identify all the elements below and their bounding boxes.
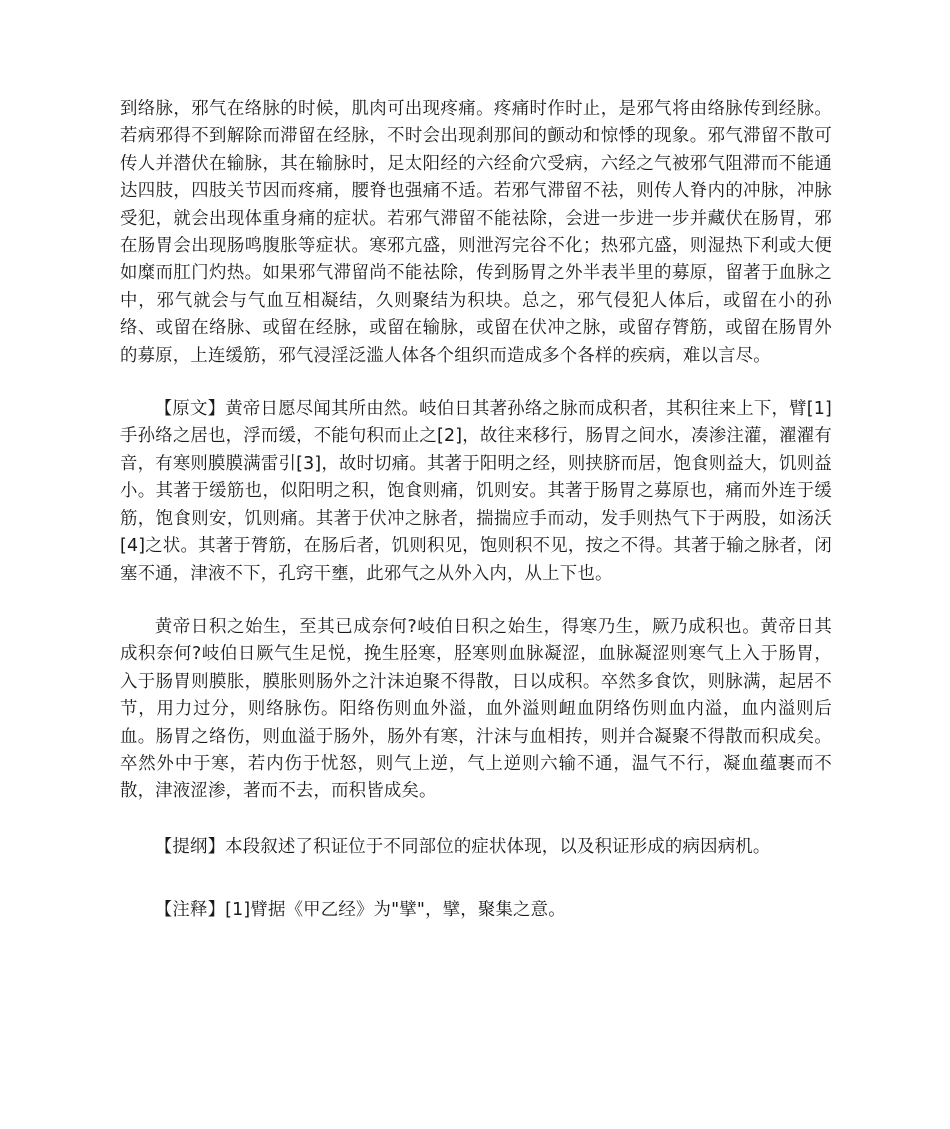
paragraph-annotation: 【注释】[1]臂据《甲乙经》为"擘"，擘，聚集之意。 [154, 900, 566, 921]
paragraph-continuation: 到络脉，邪气在络脉的时候，肌肉可出现疼痛。疼痛时作时止，是邪气将由络脉传到经脉。若病邪得不到解除而滞留在经脉，不时会出现刹那间的颤动和惊悸的现象。邪气滞留不散可传人并潜伏在输脉，其在输脉时，足太阳经的六经俞穴受病，六经之气被邪气阻滞而不能通达四肢，四肢关节因而疼痛，腰脊也强痛不适。若邪气滞留不祛，则传人脊内的冲脉，冲脉受犯，就会出现体重身痛的症状。若邪气滞留不能祛除，会进一步进一步并藏伏在肠胃，邪在肠胃会出现肠鸣腹胀等症状。寒邪亢盛，则泄泻完谷不化；热邪亢盛，则湿热下利或大便如糜而肛门灼热。如果邪气滞留尚不能祛除，传到肠胃之外半表半里的募原，留著于血脉之中，邪气就会与气血互相凝结，久则聚结为积块。总之，邪气侵犯人体后，或留在小的孙络、或留在络脉、或留在经脉，或留在输脉，或留在伏冲之脉，或留存膂筋，或留在肠胃外的募原，上连缓筋，邪气浸淫泛滥人体各个组织而造成多个各样的疾病，难以言尽。 [120, 99, 832, 366]
document-page [120, 96, 832, 925]
paragraph-dialogue: 黄帝日积之始生，至其已成奈何?岐伯日积之始生，得寒乃生，厥乃成积也。黄帝日其成积奈何?岐伯日厥气生足悦，挽生胫寒，胫寒则血脉凝涩，血脉凝涩则寒气上入于肠胃，入于肠胃则膜胀，膜胀则肠外之汁沫迫聚不得散，日以成积。卒然多食饮，则脉满，起居不节，用力过分，则络脉伤。阳络伤则血外溢，血外溢则衄血阴络伤则血内溢，血内溢则后血。肠胃之络伤，则血溢于肠外，肠外有寒，汁沫与血相抟，则并合凝聚不得散而积成矣。卒然外中于寒，若内伤于忧怒，则气上逆，气上逆则六输不通，温气不行，凝血蕴裹而不散，津液涩渗，著而不去，而积皆成矣。 [120, 616, 832, 802]
paragraph-outline: 【提纲】本段叙述了积证位于不同部位的症状体现，以及积证形成的病因病机。 [154, 836, 771, 857]
paragraph-original-text: 【原文】黄帝日愿尽闻其所由然。岐伯日其著孙络之脉而成积者，其积往来上下，臂[1]手孙络之居也，浮而缓，不能句积而止之[2]，故往来移行，肠胃之间水，凑渗注灌，濯濯有音，有寒则膜膜满雷引[3]，故时切痛。其著于阳明之经，则挟脐而居，饱食则益大，饥则益小。其著于缓筋也，似阳明之积，饱食则痛，饥则安。其著于肠胃之募原也，痛而外连于缓筋，饱食则安，饥则痛。其著于伏冲之脉者，揣揣应手而动，发手则热气下于两股，如汤沃[4]之状。其著于膂筋，在肠后者，饥则积见，饱则积不见，按之不得。其著于输之脉者，闭塞不通，津液不下，孔窍干壅，此邪气之从外入内，从上下也。 [120, 399, 832, 584]
